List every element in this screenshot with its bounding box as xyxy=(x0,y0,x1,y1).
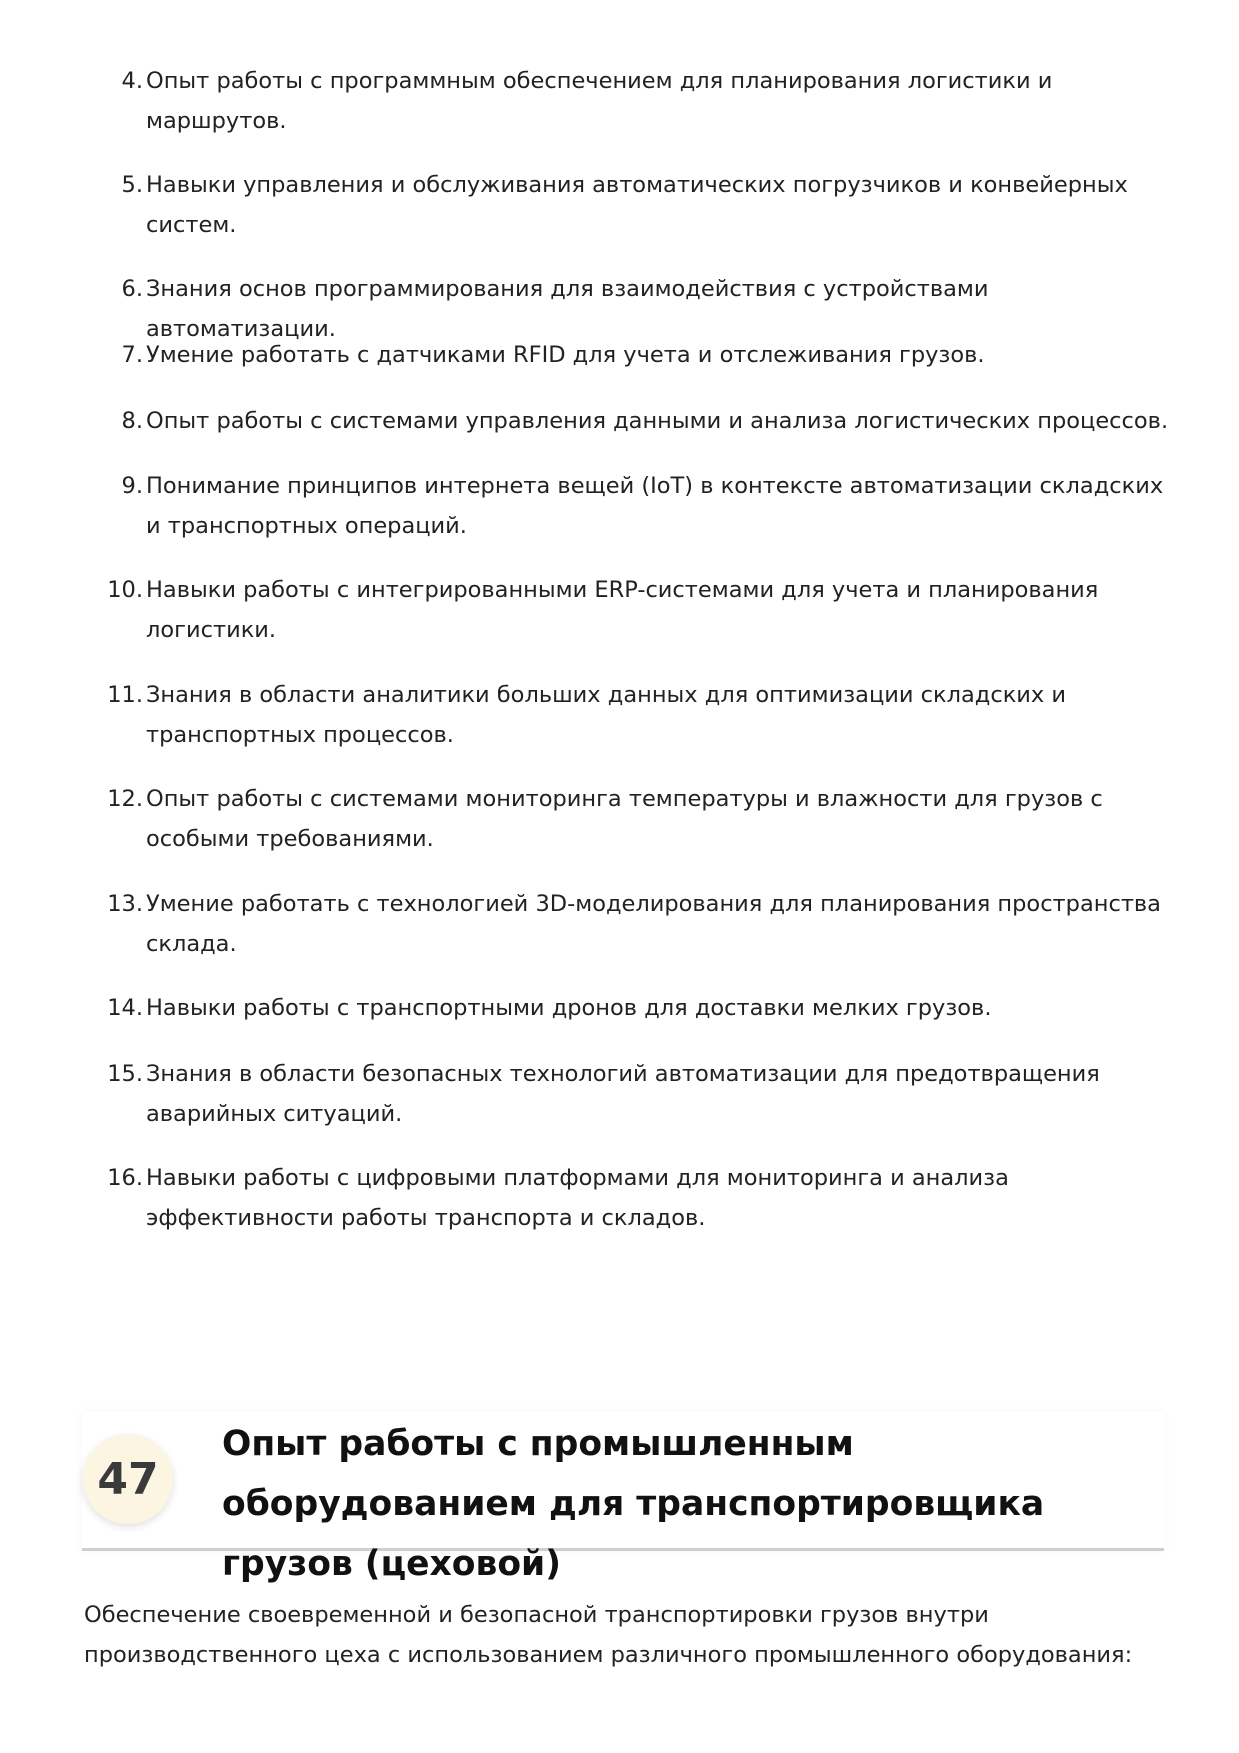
list-item-text: Опыт работы с системами мониторинга температуры и влажности для грузов с особыми требованиями. xyxy=(146,786,1103,852)
list-item-number: 8. xyxy=(121,408,143,434)
list-item-number: 13. xyxy=(107,891,143,917)
list-item-number: 16. xyxy=(107,1165,143,1191)
list-item-text: Понимание принципов интернета вещей (IoT) в контексте автоматизации складских и транспортных операций. xyxy=(146,473,1164,539)
list-item-number: 11. xyxy=(107,682,143,708)
section-number-badge: 47 xyxy=(83,1434,173,1524)
list-item-number: 4. xyxy=(121,68,143,94)
section-header xyxy=(82,1412,1164,1584)
list-item-number: 9. xyxy=(121,473,143,499)
list-item-text: Опыт работы с программным обеспечением для планирования логистики и маршрутов. xyxy=(146,68,1053,134)
list-item-number: 12. xyxy=(107,786,143,812)
list-item-text: Знания основ программирования для взаимодействия с устройствами автоматизации. xyxy=(146,276,989,342)
list-item-text: Навыки управления и обслуживания автоматических погрузчиков и конвейерных систем. xyxy=(146,172,1128,238)
list-item-text: Знания в области аналитики больших данных для оптимизации складских и транспортных процессов. xyxy=(146,682,1067,748)
list-item-text: Навыки работы с интегрированными ERP-системами для учета и планирования логистики. xyxy=(146,577,1099,643)
list-item-text: Навыки работы с цифровыми платформами для мониторинга и анализа эффективности работы транспорта и складов. xyxy=(146,1165,1009,1231)
section-title: Опыт работы с промышленным оборудованием для транспортировщика грузов (цеховой) xyxy=(222,1424,1045,1584)
list-item-text: Умение работать с датчиками RFID для учета и отслеживания грузов. xyxy=(146,342,985,368)
list-item-text: Знания в области безопасных технологий автоматизации для предотвращения аварийных ситуаций. xyxy=(146,1061,1100,1127)
list-item-number: 14. xyxy=(107,995,143,1021)
list-item-text: Умение работать с технологией 3D-моделирования для планирования пространства склада. xyxy=(146,891,1161,957)
list-item-text: Навыки работы с транспортными дронов для доставки мелких грузов. xyxy=(146,995,992,1021)
list-item-number: 5. xyxy=(121,172,143,198)
list-item-number: 6. xyxy=(121,276,143,302)
list-item-text: Опыт работы с системами управления данными и анализа логистических процессов. xyxy=(146,408,1169,434)
section-intro-paragraph: Обеспечение своевременной и безопасной транспортировки грузов внутри производственного цеха с использованием различного промышленного оборудования: xyxy=(84,1602,1133,1668)
list-item-number: 15. xyxy=(107,1061,143,1087)
list-item-number: 10. xyxy=(107,577,143,603)
list-item-number: 7. xyxy=(121,342,143,368)
